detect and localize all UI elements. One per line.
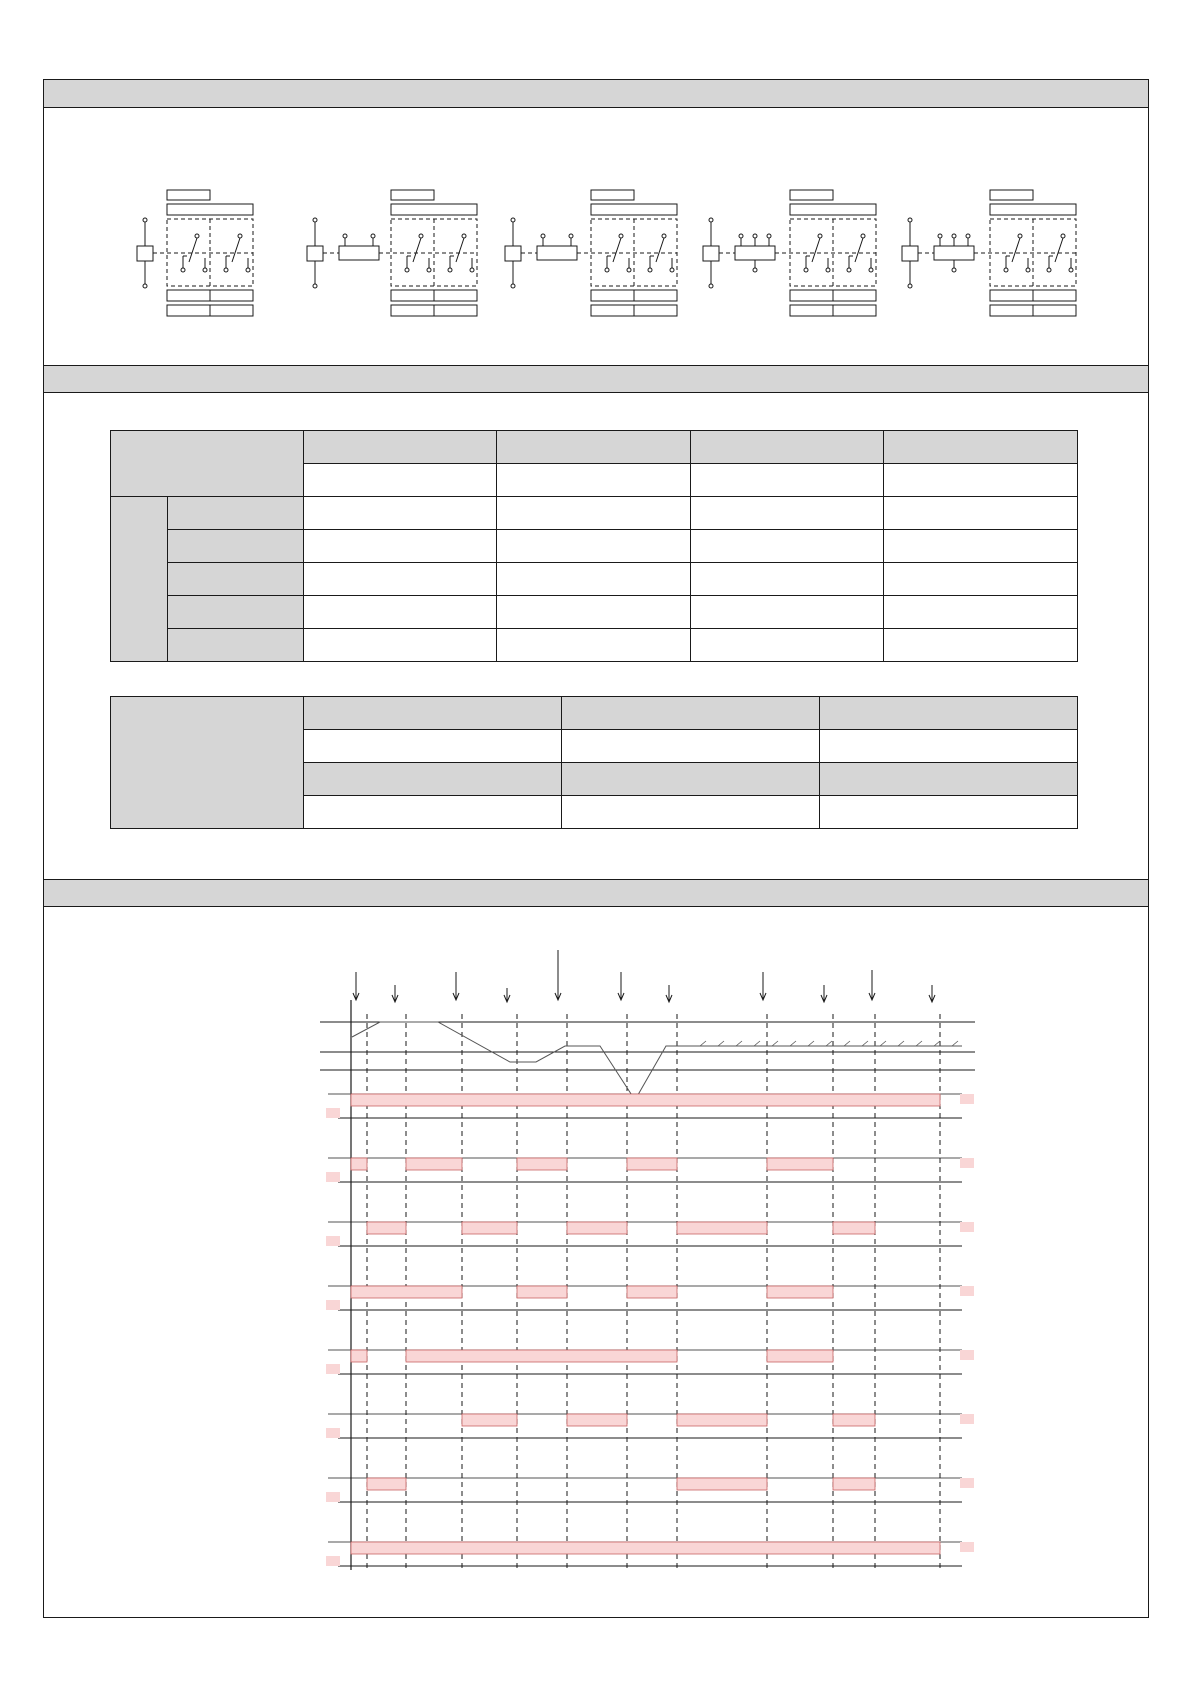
- curve-tick: [880, 1041, 886, 1046]
- signal-stub: [960, 1222, 974, 1232]
- signal-pulse: [677, 1478, 767, 1490]
- signal-stub: [960, 1542, 974, 1552]
- signal-pulse: [627, 1158, 677, 1170]
- signal-stub: [960, 1158, 974, 1168]
- signal-pulse: [833, 1222, 875, 1234]
- signal-stub: [326, 1364, 340, 1374]
- signal-s1: [326, 1094, 974, 1118]
- signal-pulse: [767, 1286, 833, 1298]
- signal-pulse: [367, 1478, 406, 1490]
- curve-tick: [754, 1041, 760, 1046]
- signal-pulse: [351, 1542, 940, 1554]
- position-curve: [352, 1022, 962, 1100]
- curve-tick: [862, 1041, 868, 1046]
- signal-pulse: [406, 1158, 462, 1170]
- signal-s6: [326, 1414, 974, 1438]
- signal-s8: [326, 1542, 974, 1566]
- signal-pulse: [677, 1414, 767, 1426]
- signal-pulse: [767, 1350, 833, 1362]
- curve-tick: [790, 1041, 796, 1046]
- signal-s5: [326, 1350, 974, 1374]
- curve-tick: [736, 1041, 742, 1046]
- signal-pulse: [462, 1222, 517, 1234]
- signal-pulse: [351, 1094, 940, 1106]
- signal-pulse: [367, 1222, 406, 1234]
- signal-stub: [326, 1492, 340, 1502]
- signal-pulse: [677, 1222, 767, 1234]
- signal-pulse: [351, 1158, 367, 1170]
- signal-stub: [960, 1414, 974, 1424]
- curve-tick: [916, 1041, 922, 1046]
- signal-s2: [326, 1158, 974, 1182]
- signal-pulse: [567, 1414, 627, 1426]
- signal-pulse: [351, 1286, 462, 1298]
- signal-pulse: [517, 1286, 567, 1298]
- signal-pulse: [462, 1414, 517, 1426]
- signal-stub: [326, 1172, 340, 1182]
- curve-tick: [772, 1041, 778, 1046]
- curve-tick: [718, 1041, 724, 1046]
- signal-stub: [326, 1236, 340, 1246]
- signal-pulse: [351, 1350, 367, 1362]
- signal-stub: [326, 1300, 340, 1310]
- signal-stub: [960, 1350, 974, 1360]
- signal-pulse: [627, 1286, 677, 1298]
- signal-stub: [960, 1094, 974, 1104]
- curve-tick: [898, 1041, 904, 1046]
- signal-stub: [960, 1478, 974, 1488]
- signal-stub: [326, 1108, 340, 1118]
- curve-tick: [700, 1041, 706, 1046]
- signal-pulse: [833, 1478, 875, 1490]
- signal-pulse: [406, 1350, 677, 1362]
- signal-pulse: [567, 1222, 627, 1234]
- signal-pulse: [517, 1158, 567, 1170]
- curve-tick: [844, 1041, 850, 1046]
- signal-pulse: [833, 1414, 875, 1426]
- signal-pulse: [767, 1158, 833, 1170]
- curve-tick: [934, 1041, 940, 1046]
- signal-s3: [326, 1222, 974, 1246]
- signal-s4: [326, 1286, 974, 1310]
- curve-tick: [808, 1041, 814, 1046]
- curve-tick: [826, 1041, 832, 1046]
- curve-tick: [952, 1041, 958, 1046]
- signal-stub: [326, 1556, 340, 1566]
- signal-stub: [960, 1286, 974, 1296]
- signal-stub: [326, 1428, 340, 1438]
- signal-s7: [326, 1478, 974, 1502]
